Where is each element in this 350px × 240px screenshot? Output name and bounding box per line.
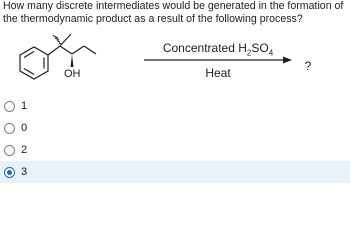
- reagent-text: Concentrated H: [162, 41, 247, 55]
- radio-button-selected[interactable]: [4, 167, 15, 178]
- product-placeholder: ?: [304, 59, 312, 73]
- answer-choices: [0, 95, 350, 183]
- condition-label: Heat: [205, 66, 231, 80]
- reagent-label: [144, 41, 292, 57]
- choice-label: 0: [21, 122, 28, 134]
- choice-0[interactable]: [0, 117, 350, 139]
- solid-wedge-bond: [71, 54, 74, 67]
- benzene-ring: [20, 47, 48, 79]
- choice-3[interactable]: [0, 161, 350, 183]
- question-text: How many discrete intermediates would be generated in the formation of the thermodynamic product as a result of the following process?: [3, 0, 344, 25]
- reaction-arrow: [144, 57, 292, 64]
- carbon-chain: [48, 34, 96, 55]
- choice-label: 2: [21, 144, 28, 156]
- radio-selected-dot: [7, 170, 12, 175]
- hydroxyl-label: OH: [64, 68, 81, 80]
- reagent-text-so: SO: [251, 41, 269, 55]
- reagent-subscript-4: 4: [268, 48, 274, 58]
- radio-button[interactable]: [4, 101, 15, 112]
- choice-1[interactable]: [0, 95, 350, 117]
- choice-label: 1: [21, 100, 28, 112]
- radio-button[interactable]: [4, 145, 15, 156]
- hashed-wedge-bond: [53, 36, 61, 45]
- radio-button[interactable]: [4, 123, 15, 134]
- reagent-subscript-2: 2: [246, 48, 252, 58]
- choice-2[interactable]: [0, 139, 350, 161]
- choice-label: 3: [21, 166, 28, 178]
